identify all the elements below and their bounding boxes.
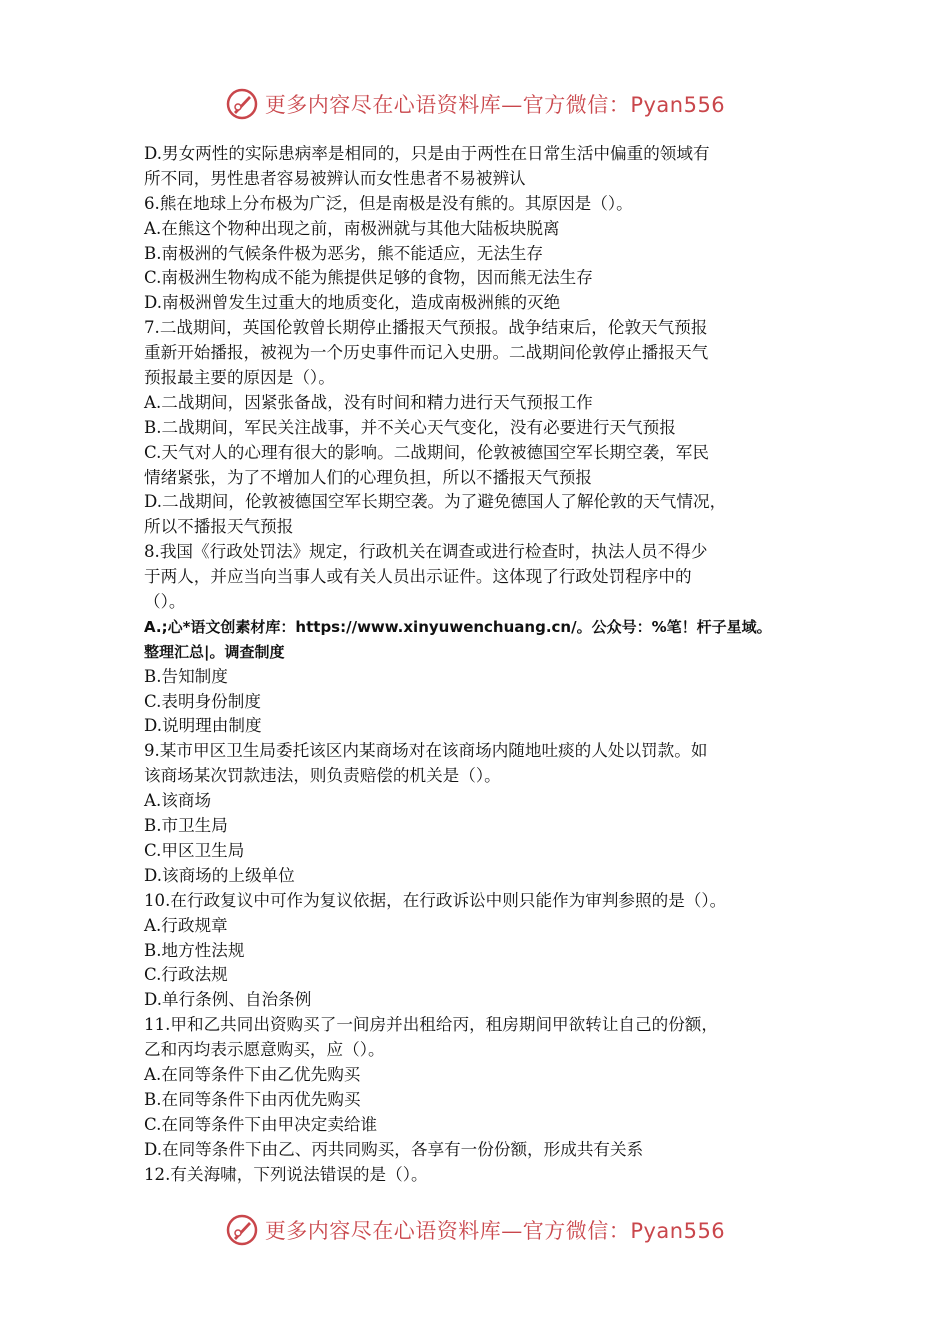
banner-text: 更多内容尽在心语资料库—官方微信：Pyan556 — [264, 1219, 726, 1243]
option-d: D.单行条例、自治条例 — [144, 990, 312, 1010]
banner-text: 更多内容尽在心语资料库—官方微信：Pyan556 — [264, 93, 726, 117]
text-line: 所以不播报天气预报 — [144, 517, 294, 537]
text-line: 乙和丙均表示愿意购买，应（）。 — [144, 1040, 385, 1060]
option-a: A.二战期间，因紧张备战，没有时间和精力进行天气预报工作 — [144, 392, 593, 412]
option-b: B.地方性法规 — [144, 940, 245, 960]
option-a: A.该商场 — [144, 791, 212, 811]
text-line: 于两人，并应当向当事人或有关人员出示证件。这体现了行政处罚程序中的 — [144, 567, 692, 587]
option-b: B.告知制度 — [144, 666, 228, 686]
option-c: C.行政法规 — [144, 965, 228, 985]
footer-banner — [0, 1210, 950, 1250]
header-banner — [0, 84, 950, 124]
text-line: 情绪紧张，为了不增加人们的心理负担，所以不播报天气预报 — [144, 467, 593, 487]
option-d: D.南极洲曾发生过重大的地质变化，造成南极洲熊的灭绝 — [144, 293, 561, 313]
question-10: 10.在行政复议中可作为复议依据，在行政诉讼中则只能作为审判参照的是（）。 — [144, 890, 727, 910]
option-b: B.市卫生局 — [144, 816, 228, 836]
option-b: B.在同等条件下由丙优先购买 — [144, 1089, 361, 1109]
option-d: D.二战期间，伦敦被德国空军长期空袭。为了避免德国人了解伦敦的天气情况， — [144, 492, 727, 512]
option-c: C.甲区卫生局 — [144, 840, 245, 860]
text-line: 该商场某次罚款违法，则负责赔偿的机关是（）。 — [144, 766, 501, 786]
option-c: C.在同等条件下由甲决定卖给谁 — [144, 1114, 378, 1134]
text-line: D.男女两性的实际患病率是相同的，只是由于两性在日常生活中偏重的领域有 — [144, 144, 710, 163]
option-d: D.该商场的上级单位 — [144, 865, 295, 885]
option-a: A.在同等条件下由乙优先购买 — [144, 1064, 361, 1084]
option-d: D.说明理由制度 — [144, 716, 262, 736]
option-a: A.在熊这个物种出现之前，南极洲就与其他大陆板块脱离 — [144, 218, 560, 238]
quill-circle-logo-icon — [225, 87, 259, 121]
document-body — [144, 142, 816, 1187]
question-12: 12.有关海啸，下列说法错误的是（）。 — [144, 1164, 428, 1184]
option-a: A.行政规章 — [144, 915, 228, 935]
text-line: 预报最主要的原因是（）。 — [144, 368, 335, 388]
question-11: 11.甲和乙共同出资购买了一间房并出租给丙，租房期间甲欲转让自己的份额， — [144, 1015, 718, 1035]
option-a-watermark: A.;心*语文创素材库：https://www.xinyuwenchuang.cn/。公众号：%笔！杆子星域。 — [144, 617, 772, 636]
question-6: 6.熊在地球上分布极为广泛，但是南极是没有熊的。其原因是（）。 — [144, 193, 633, 213]
option-c: C.天气对人的心理有很大的影响。二战期间，伦敦被德国空军长期空袭，军民 — [144, 442, 709, 462]
text-line: 重新开始播报，被视为一个历史事件而记入史册。二战期间伦敦停止播报天气 — [144, 343, 709, 363]
option-d: D.在同等条件下由乙、丙共同购买，各享有一份份额，形成共有关系 — [144, 1139, 644, 1159]
question-8: 8.我国《行政处罚法》规定，行政机关在调查或进行检查时，执法人员不得少 — [144, 542, 708, 562]
text-line: 整理汇总|。调查制度 — [144, 642, 285, 661]
question-9: 9.某市甲区卫生局委托该区内某商场对在该商场内随地吐痰的人处以罚款。如 — [144, 741, 708, 761]
quill-circle-logo-icon — [225, 1213, 259, 1247]
option-b: B.南极洲的气候条件极为恶劣，熊不能适应，无法生存 — [144, 243, 544, 263]
wechat-id: Pyan556 — [630, 93, 726, 117]
option-c: C.表明身份制度 — [144, 691, 261, 711]
text-line: （）。 — [144, 592, 186, 612]
option-c: C.南极洲生物构成不能为熊提供足够的食物，因而熊无法生存 — [144, 268, 593, 288]
question-7: 7.二战期间，英国伦敦曾长期停止播报天气预报。战争结束后，伦敦天气预报 — [144, 318, 708, 338]
text-line: 所不同，男性患者容易被辨认而女性患者不易被辨认 — [144, 168, 526, 188]
option-b: B.二战期间，军民关注战事，并不关心天气变化，没有必要进行天气预报 — [144, 417, 676, 437]
wechat-id: Pyan556 — [630, 1219, 726, 1243]
